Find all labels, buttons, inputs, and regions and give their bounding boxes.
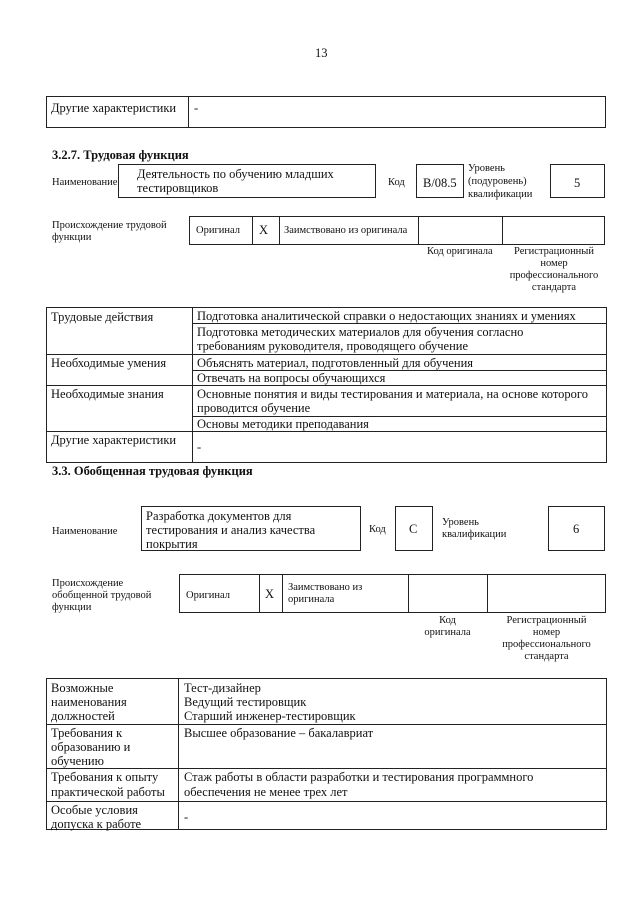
s33-original-mark: X <box>265 587 275 601</box>
s33-origin-label-2: обобщенной трудовой <box>52 590 152 601</box>
s33-experience-value-2: обеспечения не менее трех лет <box>184 785 348 799</box>
s327-actions-label: Трудовые действия <box>51 310 154 324</box>
s33-name-line1: Разработка документов для <box>146 509 292 523</box>
s33-reg-caption-4: стандарта <box>524 651 569 662</box>
s33-education-label-1: Требования к <box>51 726 123 740</box>
s33-origin-table <box>179 574 606 613</box>
s327-reg-caption-1: Регистрационный <box>514 246 594 257</box>
s33-conditions-label-2: допуска к работе <box>51 817 142 831</box>
s33-origin-label-3: функции <box>52 602 92 613</box>
s33-position-1: Тест-дизайнер <box>184 681 261 695</box>
s327-reg-caption-3: профессионального <box>509 270 599 281</box>
section-327-heading: 3.2.7. Трудовая функция <box>52 148 189 162</box>
s33-name-line3: покрытия <box>146 537 198 551</box>
s33-level-label-1: Уровень <box>442 517 479 528</box>
s33-positions-label-2: наименования <box>51 695 127 709</box>
s327-original-label: Оригинал <box>196 225 240 236</box>
s327-level-label-2: (подуровень) <box>468 176 527 187</box>
s33-code-caption-1: Код <box>439 615 456 626</box>
s33-original-label: Оригинал <box>186 590 230 601</box>
s327-code-label: Код <box>388 177 405 188</box>
s327-name-label: Наименование <box>52 177 118 188</box>
s33-level-label-2: квалификации <box>442 529 507 540</box>
s33-reg-caption-2: номер <box>532 627 561 638</box>
s33-education-value: Высшее образование – бакалавриат <box>184 726 374 740</box>
s33-borrowed-label-2: оригинала <box>288 594 335 605</box>
s327-other-label: Другие характеристики <box>51 433 177 447</box>
s327-borrowed-label: Заимствовано из оригинала <box>284 225 408 236</box>
s33-conditions-label-1: Особые условия <box>51 803 138 817</box>
s33-education-label-3: обучению <box>51 754 104 768</box>
s33-reg-caption-1: Регистрационный <box>506 615 587 626</box>
s327-reg-caption-4: стандарта <box>531 282 577 293</box>
s33-code-value: C <box>409 522 418 536</box>
s327-knowledge-1-line2: проводится обучение <box>197 401 311 415</box>
s327-level-label-1: Уровень <box>468 163 505 174</box>
s33-name-line2: тестирования и анализ качества <box>146 523 316 537</box>
s327-name-line1: Деятельность по обучению младших <box>137 167 334 181</box>
s327-skills-label: Необходимые умения <box>51 356 167 370</box>
s33-position-2: Ведущий тестировщик <box>184 695 307 709</box>
s327-reg-caption-2: номер <box>540 258 568 269</box>
s327-code-original-caption: Код оригинала <box>427 246 493 257</box>
s327-knowledge-label: Необходимые знания <box>51 387 164 401</box>
s327-other-value: - <box>197 440 202 454</box>
s327-origin-label-1: Происхождение трудовой <box>52 220 167 231</box>
s327-action-2-line1: Подготовка методических материалов для обучения согласно <box>197 325 524 339</box>
top-other-value: - <box>194 101 199 115</box>
s33-origin-label-1: Происхождение <box>52 578 124 589</box>
top-other-label: Другие характеристики <box>51 101 177 115</box>
s33-name-label: Наименование <box>52 526 118 537</box>
s327-skill-1: Объяснять материал, подготовленный для обучения <box>197 356 474 370</box>
s33-reg-caption-3: профессионального <box>502 639 591 650</box>
s33-level-value: 6 <box>573 522 580 536</box>
s327-code-value: B/08.5 <box>423 176 457 190</box>
s327-original-mark: X <box>259 223 269 237</box>
s327-knowledge-1-line1: Основные понятия и виды тестирования и материала, на основе которого <box>197 387 588 401</box>
section-33-heading: 3.3. Обобщенная трудовая функция <box>52 464 253 478</box>
s33-borrowed-label-1: Заимствовано из <box>288 582 363 593</box>
s327-name-line2: тестировщиков <box>137 181 219 195</box>
s327-level-value: 5 <box>574 176 581 190</box>
s327-action-2-line2: требованиям руководителя, проводящего обучение <box>197 339 469 353</box>
s33-education-label-2: образованию и <box>51 740 131 754</box>
s33-code-label: Код <box>369 524 386 535</box>
s327-action-1: Подготовка аналитической справки о недостающих знаниях и умениях <box>197 309 576 323</box>
s33-code-caption-2: оригинала <box>424 627 471 638</box>
s33-experience-label-1: Требования к опыту <box>51 770 159 784</box>
s327-skill-2: Отвечать на вопросы обучающихся <box>197 371 386 385</box>
page-number: 13 <box>315 46 328 60</box>
s33-positions-label-1: Возможные <box>51 681 114 695</box>
s33-conditions-value: - <box>184 810 189 824</box>
s327-origin-label-2: функции <box>52 232 92 243</box>
s33-positions-label-3: должностей <box>51 709 115 723</box>
s327-level-label-3: квалификации <box>468 189 533 200</box>
s33-experience-value-1: Стаж работы в области разработки и тестирования программного <box>184 770 534 784</box>
s33-experience-label-2: практической работы <box>51 785 165 799</box>
s33-position-3: Старший инженер-тестировщик <box>184 709 356 723</box>
s327-knowledge-2: Основы методики преподавания <box>197 417 369 431</box>
